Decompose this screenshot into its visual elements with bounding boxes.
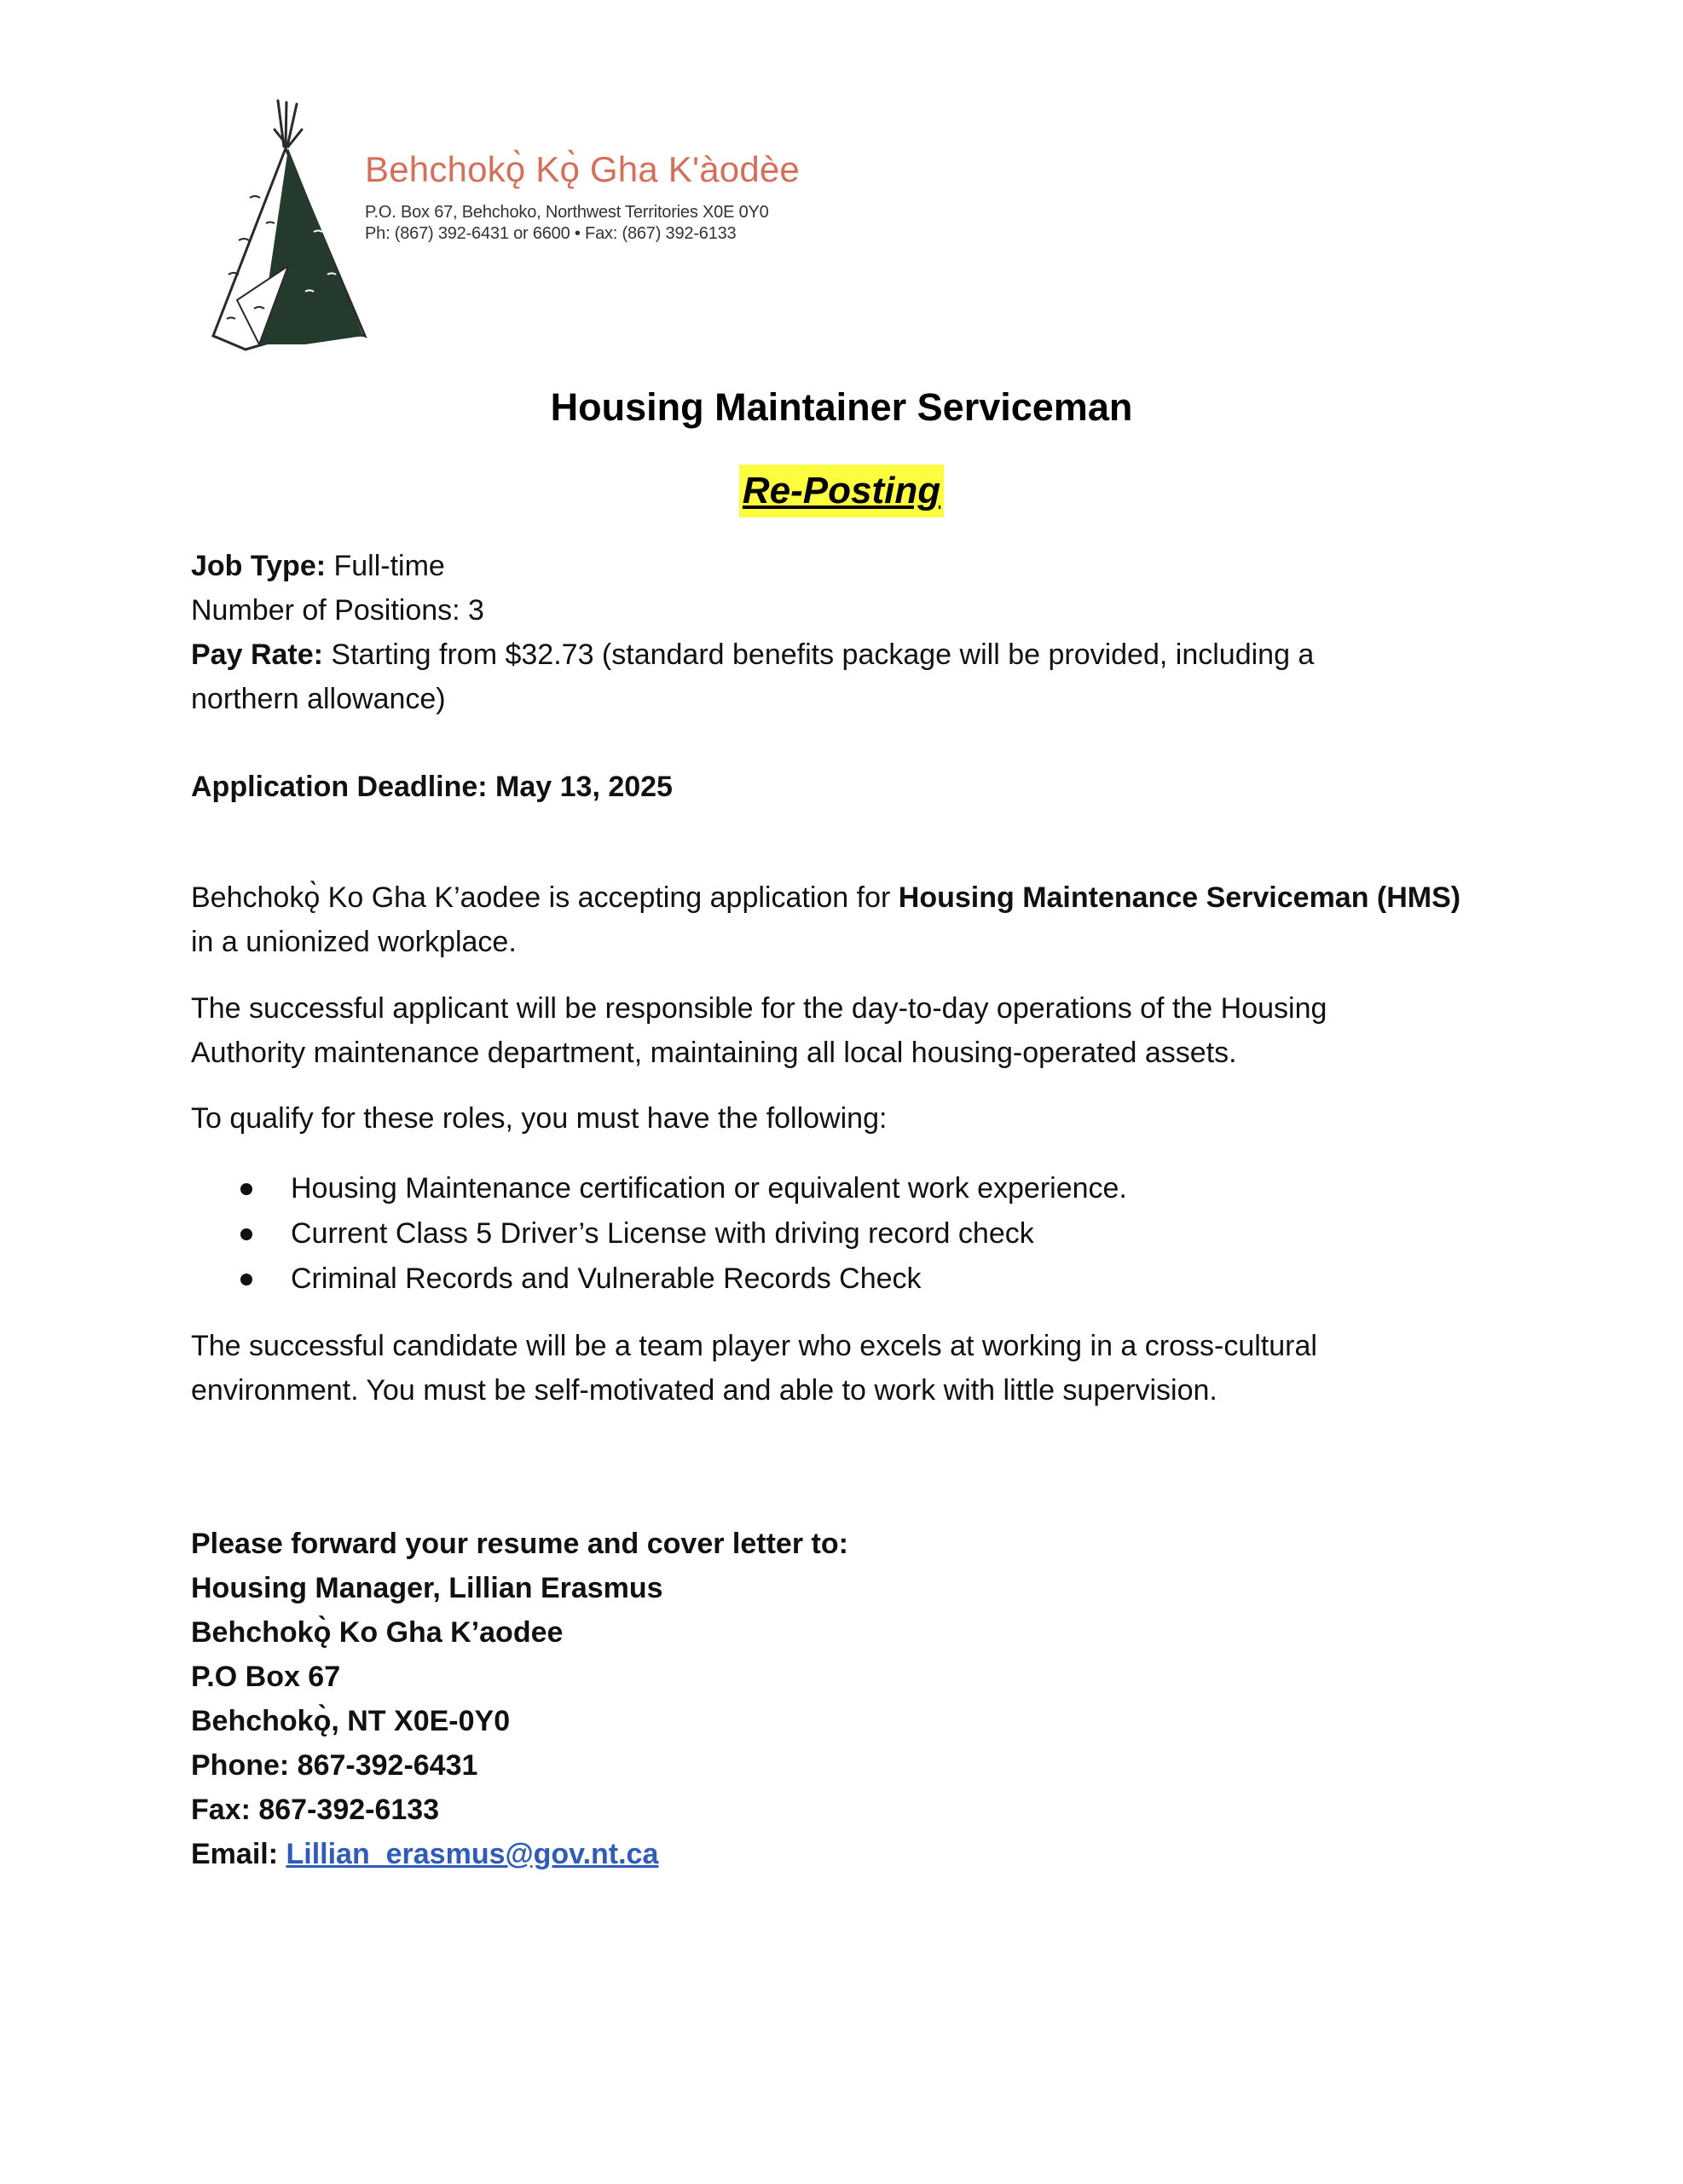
organization-phone-fax: Ph: (867) 392-6431 or 6600 • Fax: (867) 392-6133 — [365, 224, 737, 243]
intro-line-2: in a unionized workplace. — [191, 926, 517, 958]
contact-email-line — [191, 1832, 658, 1876]
contact-city: Behchokǫ̀, NT X0E-0Y0 — [191, 1705, 511, 1737]
intro-text: Behchokǫ̀ Ko Gha K’aodee is accepting application for — [191, 881, 899, 914]
contact-organization: Behchokǫ̀ Ko Gha K’aodee — [191, 1616, 564, 1649]
bullet-icon — [240, 1274, 252, 1286]
bullet-icon — [240, 1228, 252, 1240]
bullet-icon — [240, 1183, 252, 1195]
contact-manager: Housing Manager, Lillian Erasmus — [191, 1572, 663, 1604]
job-type-label: Job Type: — [191, 550, 327, 582]
page-title: Housing Maintainer Serviceman — [550, 385, 1133, 429]
organization-address: P.O. Box 67, Behchoko, Northwest Territories X0E 0Y0 — [365, 203, 769, 222]
intro-position-name: Housing Maintenance Serviceman (HMS) — [898, 881, 1461, 914]
responsibilities-line-1: The successful applicant will be responsible for the day-to-day operations of the Housing — [191, 992, 1327, 1025]
organization-name: Behchokǫ̀ Kǫ̀ Gha K'àodèe — [365, 149, 800, 189]
application-deadline: Application Deadline: May 13, 2025 — [191, 771, 673, 803]
pay-rate-value: Starting from $32.73 (standard benefits package will be provided, including a — [331, 638, 1315, 671]
requirement-item: Housing Maintenance certification or equivalent work experience. — [291, 1172, 1127, 1205]
forward-instructions: Please forward your resume and cover letter to: — [191, 1528, 848, 1560]
responsibilities-line-2: Authority maintenance department, maintaining all local housing-operated assets. — [191, 1037, 1237, 1069]
job-type-line — [191, 544, 445, 588]
email-label: Email: — [191, 1838, 286, 1870]
contact-po-box: P.O Box 67 — [191, 1661, 341, 1693]
positions-line: Number of Positions: 3 — [191, 594, 484, 627]
email-link[interactable]: Lillian_erasmus@gov.nt.ca — [286, 1838, 659, 1870]
pay-rate-label: Pay Rate: — [191, 638, 323, 671]
teepee-logo-icon — [203, 95, 373, 355]
contact-phone: Phone: 867-392-6431 — [191, 1749, 478, 1782]
intro-line — [191, 875, 1460, 920]
pay-rate-line — [191, 633, 1314, 677]
qualify-heading: To qualify for these roles, you must have the following: — [191, 1102, 888, 1135]
reposting-label: Re-Posting — [739, 465, 944, 517]
requirement-item: Criminal Records and Vulnerable Records Check — [291, 1262, 922, 1295]
job-type-value: Full-time — [333, 550, 445, 582]
contact-fax: Fax: 867-392-6133 — [191, 1794, 440, 1826]
requirement-item: Current Class 5 Driver’s License with driving record check — [291, 1217, 1034, 1250]
closing-line-2: environment. You must be self-motivated and able to work with little supervision. — [191, 1374, 1217, 1407]
reposting-label-wrap — [0, 465, 1683, 517]
pay-rate-continued: northern allowance) — [191, 683, 446, 715]
closing-line-1: The successful candidate will be a team player who excels at working in a cross-cultural — [191, 1330, 1317, 1362]
